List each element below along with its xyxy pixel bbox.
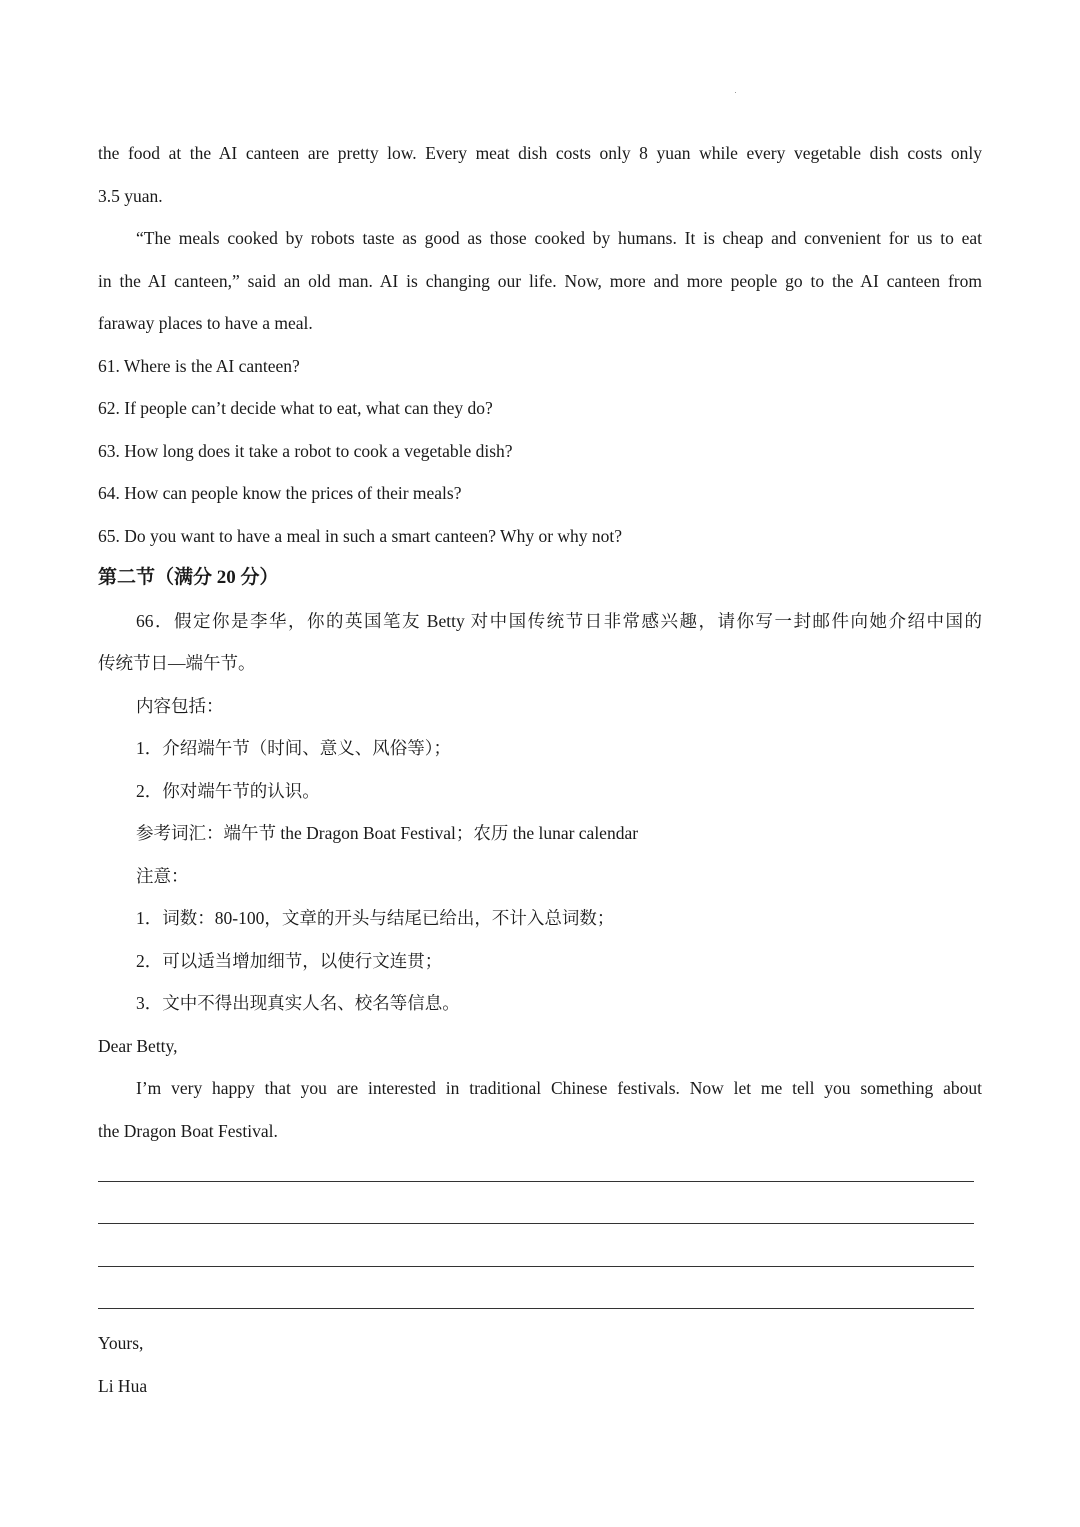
letter-greeting: Dear Betty, [98,1035,178,1056]
writing-line[interactable] [98,1237,982,1280]
passage-line-3: “The meals cooked by robots taste as good as those cooked by humans. It is cheap and convenient for us to eat [136,228,982,248]
writing-line[interactable] [98,1280,982,1323]
note-item-3: 3．文中不得出现真实人名、校名等信息。 [136,993,460,1013]
scan-speck [735,92,736,93]
passage-line-4: in the AI canteen,” said an old man. AI is changing our life. Now, more and more people go to the AI canteen from [98,270,982,291]
task-prompt-line-1: 66．假定你是李华，你的英国笔友 Betty 对中国传统节日非常感兴趣，请你写一封邮件向她介绍中国的 [136,610,982,631]
writing-line[interactable] [98,1195,982,1238]
passage-line-5: faraway places to have a meal. [98,313,313,333]
note-item-2: 2．可以适当增加细节，以使行文连贯； [136,950,443,971]
section-title: 第二节（满分 20 分） [98,567,279,588]
vocab-reference: 参考词汇：端午节 the Dragon Boat Festival；农历 the lunar calendar [136,823,639,843]
question-64: 64. How can people know the prices of their meals? [98,483,462,503]
notes-label: 注意： [136,865,189,886]
letter-signature: Li Hua [98,1375,148,1396]
content-label: 内容包括： [136,695,224,716]
letter-body-line-2: the Dragon Boat Festival. [98,1120,278,1141]
writing-line[interactable] [98,1152,982,1195]
passage-line-2: 3.5 yuan. [98,185,163,206]
question-61: 61. Where is the AI canteen? [98,355,300,376]
content-item-2: 2．你对端午节的认识。 [136,780,320,801]
letter-body-line-1: I’m very happy that you are interested in traditional Chinese festivals. Now let me tell you something about [136,1078,982,1098]
exam-page [98,132,982,1407]
note-item-1: 1．词数：80-100，文章的开头与结尾已给出，不计入总词数； [136,908,615,928]
content-item-1: 1．介绍端午节（时间、意义、风俗等）； [136,738,451,758]
question-63: 63. How long does it take a robot to cook a vegetable dish? [98,440,513,461]
letter-closing: Yours, [98,1333,144,1353]
question-62: 62. If people can’t decide what to eat, what can they do? [98,398,493,418]
passage-line-1: the food at the AI canteen are pretty low. Every meat dish costs only 8 yuan while every vegetable dish costs only [98,143,982,163]
task-prompt-line-2: 传统节日—端午节。 [98,653,256,673]
question-65: 65. Do you want to have a meal in such a smart canteen? Why or why not? [98,525,623,546]
